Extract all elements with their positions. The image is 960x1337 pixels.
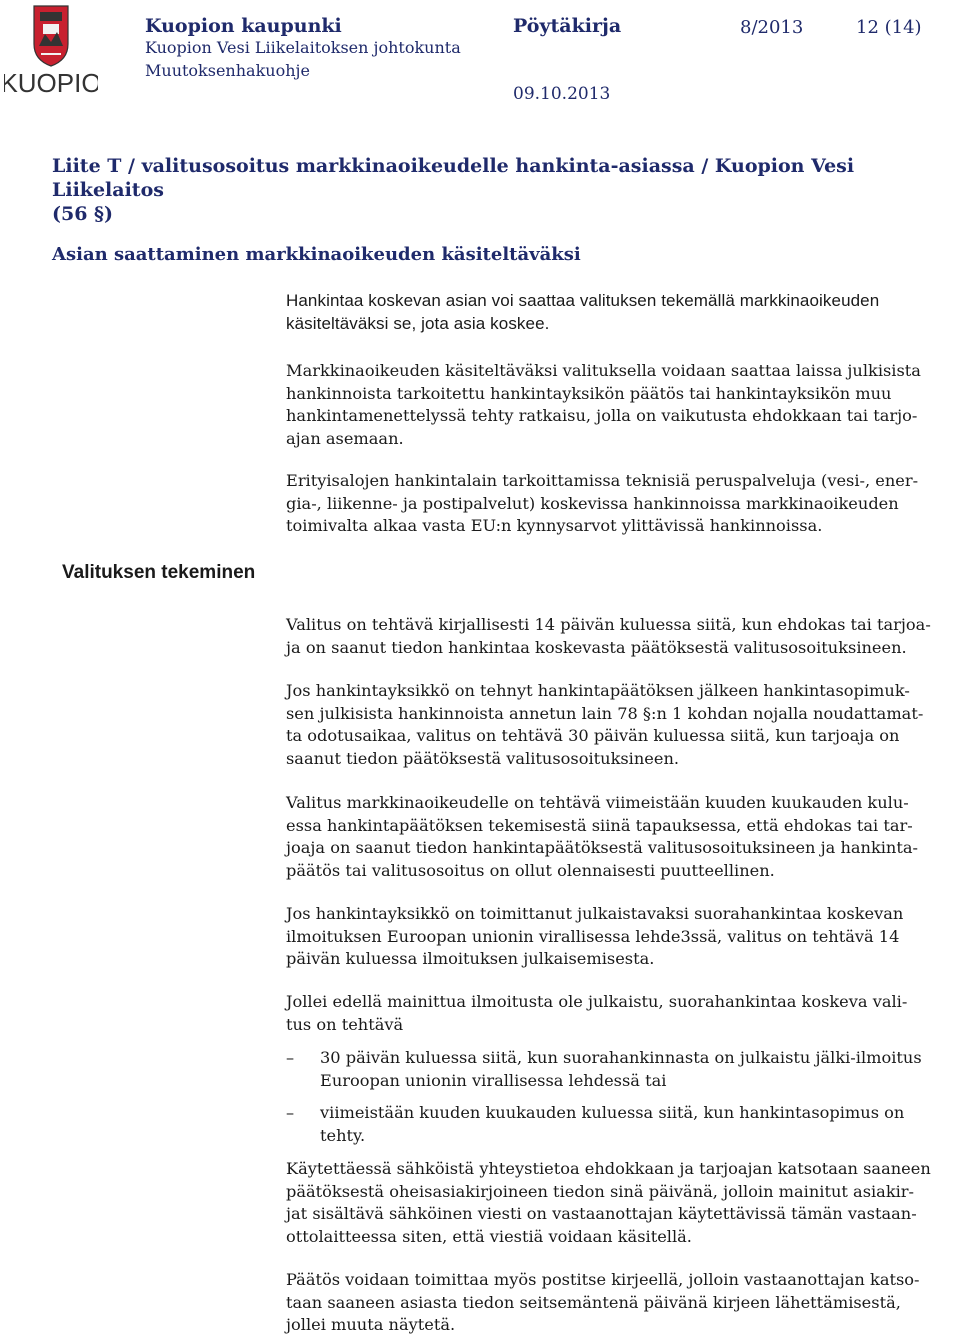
paragraph [286, 903, 958, 971]
org-name: Kuopion kaupunki [145, 15, 342, 37]
text-line: päivän kuluessa ilmoituksen julkaisemisesta. [286, 949, 655, 968]
paragraph [286, 1269, 958, 1337]
text-line: Valitus on tehtävä kirjallisesti 14 päivän kuluessa siitä, kun ehdokas tai tarjoa- [286, 615, 931, 634]
list-item-text [320, 1102, 960, 1147]
paragraph [286, 360, 958, 450]
text-line: Jollei edellä mainittua ilmoitusta ole julkaistu, suorahankintaa koskeva vali- [286, 992, 908, 1011]
text-line: taan saaneen asiasta tiedon seitsemäntenä päivänä kirjeen lähettämisestä, [286, 1292, 901, 1312]
meeting-date: 09.10.2013 [513, 84, 611, 104]
dash-bullet: – [286, 1103, 295, 1122]
text-line: viimeistään kuuden kuukauden kuluessa siitä, kun hankintasopimus on [320, 1103, 905, 1122]
doc-number: 8/2013 [740, 17, 804, 38]
text-line: päätös tai valitusosoitus on ollut olennaisesti puutteellinen. [286, 860, 775, 880]
text-line: päätöksestä oheisasiakirjoineen tiedon sinä päivänä, jolloin mainitut asiakir- [286, 1181, 915, 1201]
text-line: hankinnoista tarkoitettu hankintayksikön päätös tai hankintayksikön muu [286, 383, 892, 403]
text-line: Hankintaa koskevan asian voi saattaa valituksen tekemällä markkinaoikeuden [286, 291, 880, 310]
paragraph [286, 680, 958, 770]
kuopio-crest-icon [4, 4, 98, 96]
text-line: käsiteltäväksi se, jota asia koskee. [286, 313, 550, 333]
paragraph [286, 614, 958, 659]
text-line: Jos hankintayksikkö on tehnyt hankintapäätöksen jälkeen hankintasopimuk- [286, 681, 910, 700]
text-line: tus on tehtävä [286, 1014, 404, 1034]
list-item-text [320, 1047, 960, 1092]
text-line: 30 päivän kuluessa siitä, kun suorahankinnasta on julkaistu jälki-ilmoitus [320, 1048, 922, 1067]
page-title [52, 154, 932, 226]
paragraph [286, 470, 958, 538]
text-line: Valitus markkinaoikeudelle on tehtävä viimeistään kuuden kuukauden kulu- [286, 793, 909, 812]
text-line: Markkinaoikeuden käsiteltäväksi valituksella voidaan saattaa laissa julkisista [286, 361, 921, 380]
svg-text:KUOPIO: KUOPIO [4, 68, 98, 96]
dash-bullet: – [286, 1048, 295, 1067]
text-line: ja on saanut tiedon hankintaa koskevasta päätöksestä valitusosoituksineen. [286, 637, 907, 657]
text-line: ajan asemaan. [286, 428, 404, 448]
paragraph [286, 792, 958, 882]
text-line: toimivalta alkaa vasta EU:n kynnysarvot ylittävissä hankinnoissa. [286, 516, 823, 535]
text-line: saanut tiedon päätöksestä valitusosoituksineen. [286, 748, 680, 768]
title-line: (56 §) [52, 203, 113, 225]
section-heading: Asian saattaminen markkinaoikeuden käsiteltäväksi [52, 244, 581, 265]
text-line: ilmoituksen Euroopan unionin virallisessa lehde3ssä, valitus on tehtävä 14 [286, 926, 900, 946]
title-line: Liite T / valitusosoitus markkinaoikeudelle hankinta-asiassa / Kuopion Vesi Liikelaitos [52, 155, 855, 201]
text-line: Päätös voidaan toimittaa myös postitse kirjeellä, jolloin vastaanottajan katso- [286, 1270, 920, 1289]
paragraph [286, 991, 958, 1036]
doc-type: Pöytäkirja [513, 15, 622, 37]
page-number: 12 (14) [856, 17, 922, 38]
text-line: ottolaitteessa siten, että viestiä voidaan käsitellä. [286, 1226, 692, 1246]
text-line: hankintamenettelyssä tehty ratkaisu, jolla on vaikutusta ehdokkaan tai tarjo- [286, 406, 918, 425]
text-line: jollei muuta näytetä. [286, 1315, 456, 1334]
text-line: Erityisalojen hankintalain tarkoittamissa teknisiä peruspalveluja (vesi-, ener- [286, 471, 919, 490]
doc-subtitle: Muutoksenhakuohje [145, 61, 310, 80]
kuopio-logo [4, 4, 98, 96]
text-line: joaja on saanut tiedon hankintapäätöksestä valitusosoituksineen ja hankinta- [286, 838, 918, 857]
text-line: ta odotusaikaa, valitus on tehtävä 30 päivän kuluessa siitä, kun tarjoaja on [286, 726, 900, 745]
paragraph [286, 1158, 958, 1248]
intro-paragraph [286, 290, 958, 335]
side-heading: Valituksen tekeminen [62, 562, 256, 583]
text-line: Euroopan unionin virallisessa lehdessä tai [320, 1070, 667, 1090]
text-line: sen julkisista hankinnoista annetun lain 78 §:n 1 kohdan nojalla noudattamat- [286, 703, 924, 723]
board-name: Kuopion Vesi Liikelaitoksen johtokunta [145, 38, 461, 57]
text-line: gia-, liikenne- ja postipalvelut) koskevissa hankinnoissa markkinaoikeuden [286, 493, 899, 513]
text-line: jat sisältävä sähköinen viesti on vastaanottajan käytettävissä tämän vastaan- [286, 1204, 917, 1223]
text-line: essa hankintapäätöksen tekemisestä siinä tapauksessa, että ehdokas tai tar- [286, 815, 913, 835]
text-line: Jos hankintayksikkö on toimittanut julkaistavaksi suorahankintaa koskevan [286, 904, 904, 923]
text-line: Käytettäessä sähköistä yhteystietoa ehdokkaan ja tarjoajan katsotaan saaneen [286, 1159, 931, 1178]
text-line: tehty. [320, 1125, 366, 1145]
